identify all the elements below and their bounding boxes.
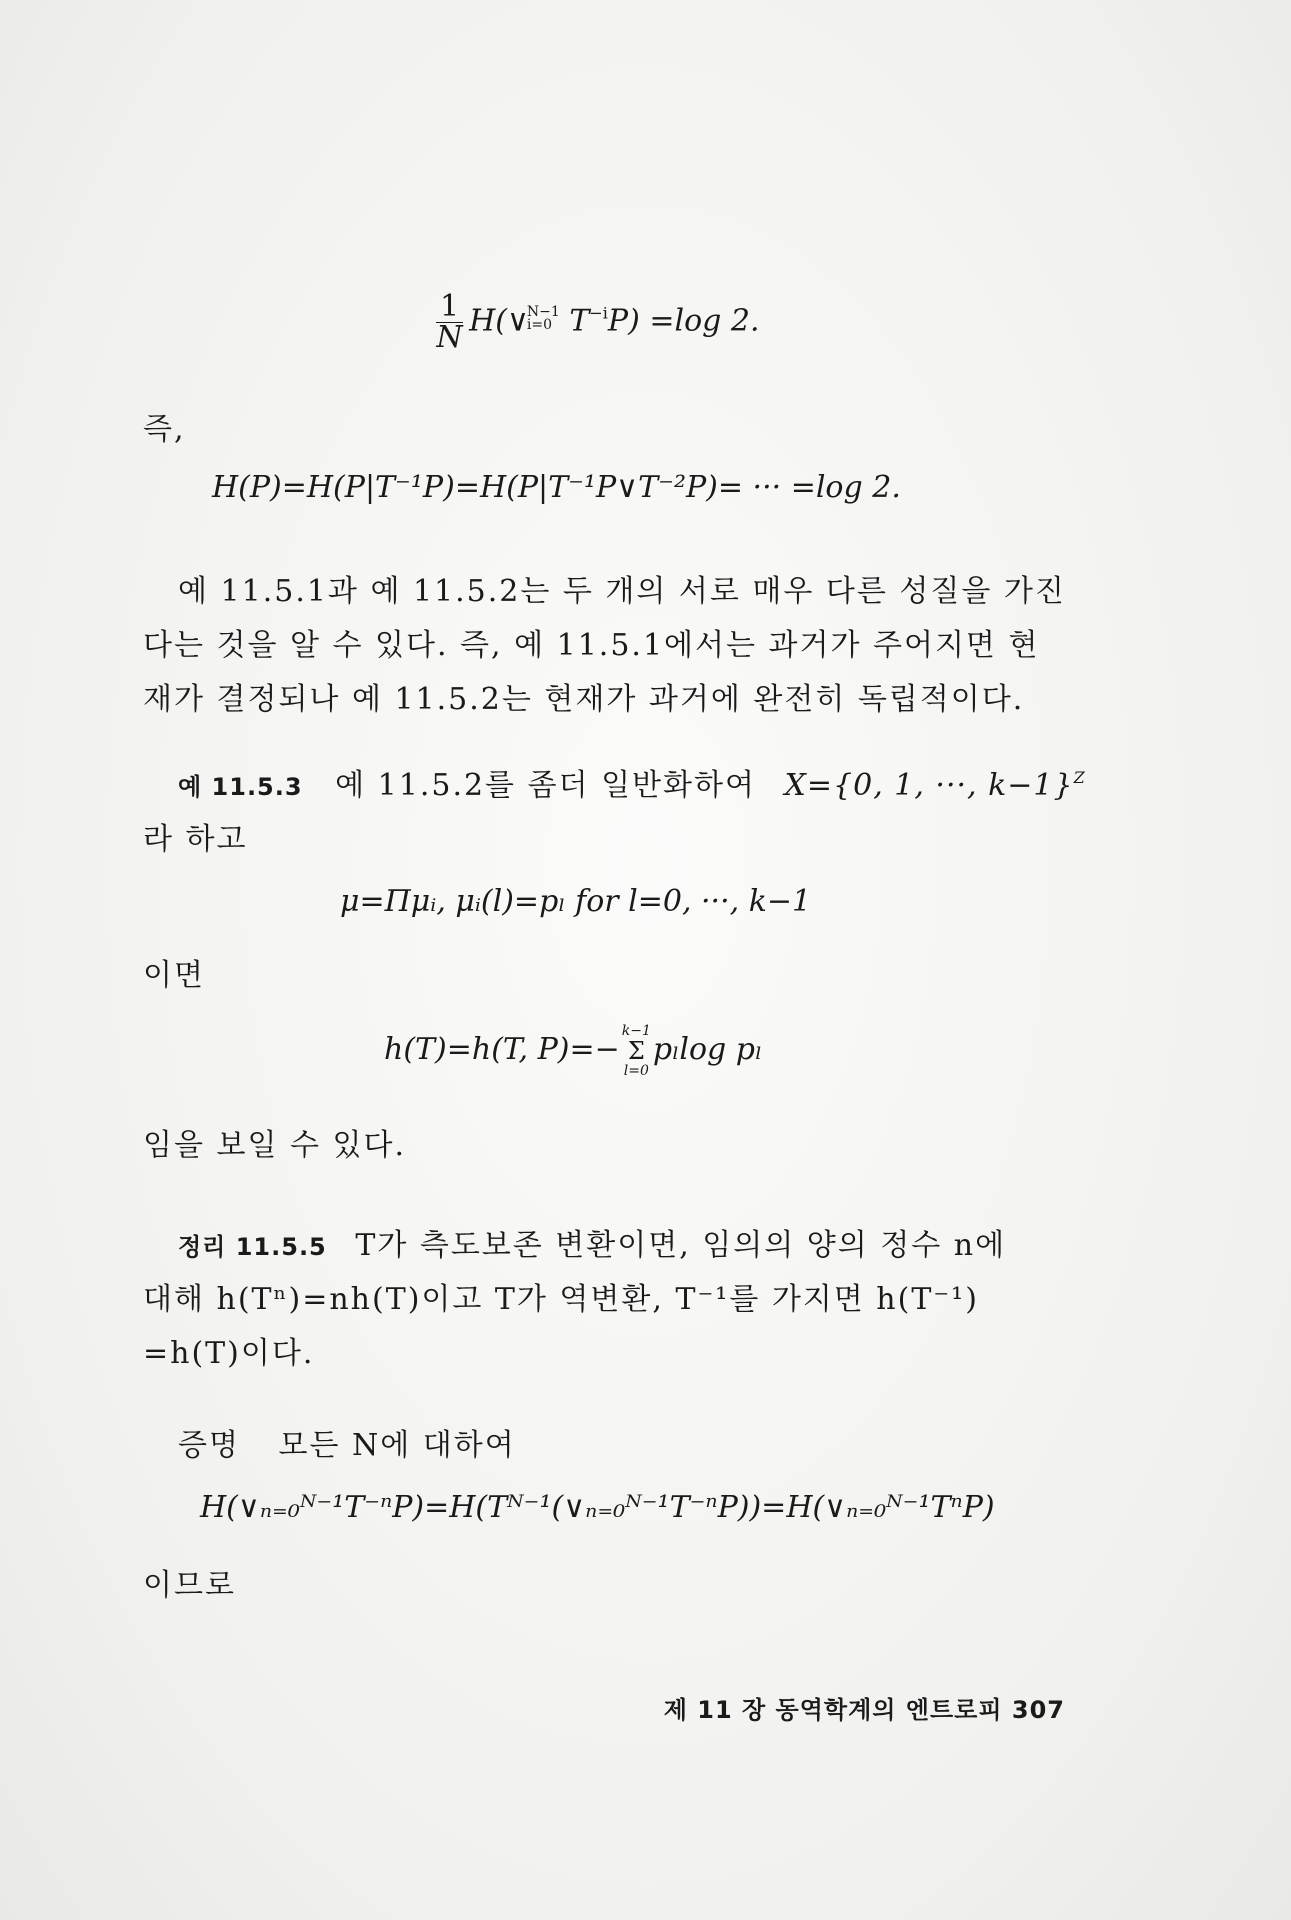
para1-line3: 재가 결정되나 예 11.5.2는 현재가 과거에 완전히 독립적이다. [143, 682, 1025, 717]
proof-label: 증명 [178, 1428, 240, 1463]
fraction-denominator: N [436, 320, 463, 355]
theorem-line2: 대해 h(Tⁿ)=nh(T)이고 T가 역변환, T⁻¹를 가지면 h(T⁻¹) [143, 1282, 979, 1317]
theorem-line3: =h(T)이다. [143, 1336, 315, 1371]
theorem-text-1: T가 측도보존 변환이면, 임의의 양의 정수 n에 [355, 1228, 1007, 1263]
example-label: 예 11.5.3 [178, 773, 303, 801]
eq1-exponent: −i [589, 303, 608, 323]
example-sup: Z [1073, 768, 1086, 787]
para1-line2: 다는 것을 알 수 있다. 즉, 예 11.5.1에서는 과거가 주어지면 현 [143, 628, 1040, 663]
eq1-T: T [569, 303, 590, 339]
equation-2: H(P)=H(P|T⁻¹P)=H(P|T⁻¹P∨T⁻²P)= ··· =log 2. [212, 470, 901, 505]
vee-upper: N−1 [526, 303, 560, 320]
text-imyeon: 이면 [143, 958, 205, 993]
vee-lower: i=0 [526, 316, 553, 333]
equation-3: μ=Πμᵢ, μᵢ(l)=pₗ for l=0, ···, k−1 [340, 884, 812, 919]
eq1-tail: P) =log 2. [607, 303, 760, 339]
example-line1 [178, 760, 1086, 804]
fraction [436, 289, 463, 355]
equation-1 [436, 289, 760, 355]
equation-5: H(∨ₙ₌₀ᴺ⁻¹T⁻ⁿP)=H(Tᴺ⁻¹(∨ₙ₌₀ᴺ⁻¹T⁻ⁿP))=H(∨ₙ₌₀ᴺ⁻¹TⁿP) [200, 1490, 995, 1525]
example-line2: 라 하고 [143, 822, 248, 857]
sum-operator [622, 1024, 651, 1078]
equation-4 [384, 1024, 762, 1078]
text-imeuro: 이므로 [143, 1568, 236, 1603]
example-text: 예 11.5.2를 좀더 일반화하여 [335, 768, 756, 803]
theorem-label: 정리 11.5.5 [178, 1233, 327, 1261]
sum-lower: l=0 [623, 1063, 649, 1079]
proof-text: 모든 N에 대하여 [278, 1428, 516, 1463]
text-jeuk: 즉, [143, 412, 186, 447]
text-boil: 임을 보일 수 있다. [143, 1128, 407, 1163]
vee-limits [526, 303, 560, 333]
theorem-line1 [178, 1220, 1006, 1264]
proof-line1 [178, 1420, 516, 1464]
eq4-left: h(T)=h(T, P)=− [384, 1032, 620, 1067]
para1-line1: 예 11.5.1과 예 11.5.2는 두 개의 서로 매우 다른 성질을 가진 [178, 574, 1066, 609]
sum-upper: k−1 [621, 1023, 651, 1039]
page-footer: 제 11 장 동역학계의 엔트로피 307 [663, 1696, 1065, 1724]
fraction-numerator: 1 [436, 292, 463, 323]
sum-symbol: Σ [627, 1037, 645, 1065]
eq4-right: pₗlog pₗ [652, 1032, 763, 1067]
eq1-body: H(∨ [469, 303, 529, 339]
example-math: X={0, 1, ···, k−1} [784, 768, 1074, 803]
